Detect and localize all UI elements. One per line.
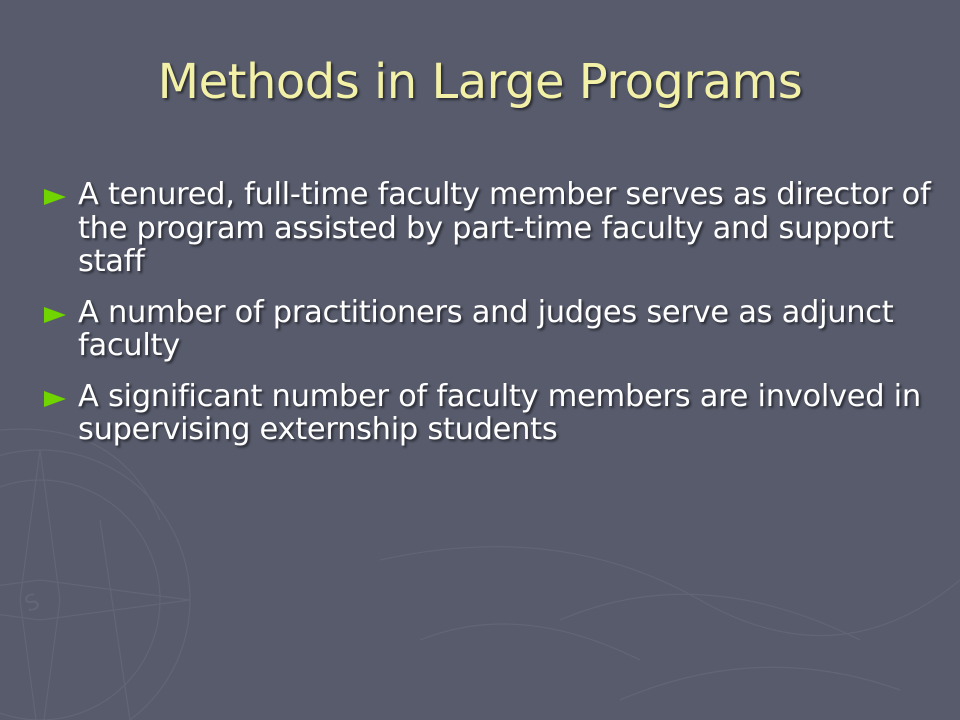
bullet-item xyxy=(44,296,934,363)
bullet-item xyxy=(44,178,934,279)
triangle-bullet-icon xyxy=(44,391,66,407)
slide-title: Methods in Large Programs xyxy=(157,54,803,110)
triangle-bullet-icon xyxy=(44,307,66,323)
svg-text:S: S xyxy=(21,589,44,618)
bullet-list xyxy=(44,178,934,464)
bullet-text: A number of practitioners and judges serve as adjunct faculty xyxy=(78,294,894,364)
triangle-bullet-icon xyxy=(44,189,66,205)
bullet-text: A tenured, full-time faculty member serves as director of the program assisted by part-time faculty and support staff xyxy=(78,177,931,280)
bullet-text: A significant number of faculty members are involved in supervising externship students xyxy=(78,378,921,448)
bullet-item xyxy=(44,380,934,447)
